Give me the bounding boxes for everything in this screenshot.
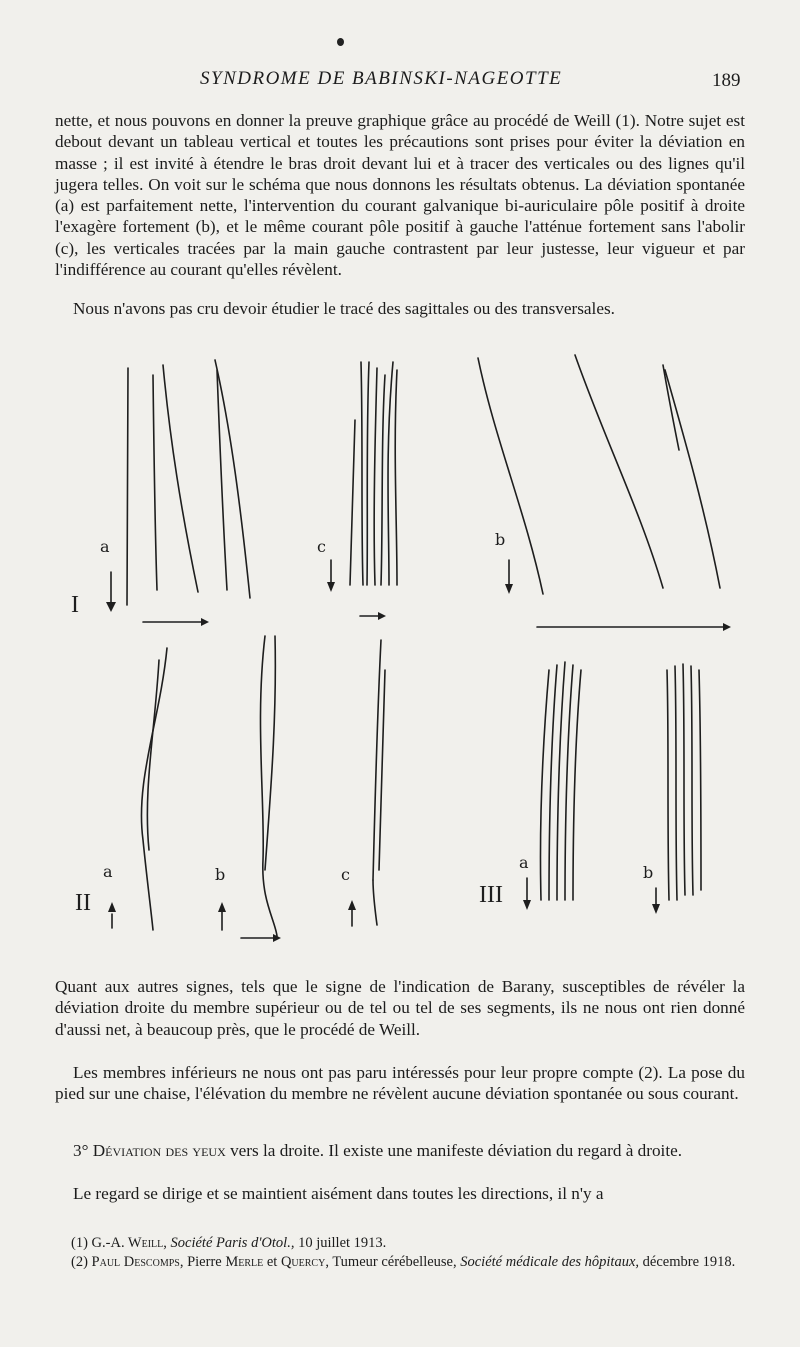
footnote-2: [55, 1253, 745, 1272]
tracing-line: [373, 880, 377, 925]
tracing-line: [217, 370, 227, 590]
tracing-line: [557, 662, 565, 900]
tracing-line: [388, 362, 393, 585]
panel-label: b: [495, 530, 506, 549]
tracing-line: [350, 420, 355, 585]
section-heading: Déviation des yeux: [92, 1141, 226, 1160]
panel-label: c: [341, 865, 350, 884]
tracing-line: [565, 665, 573, 900]
tracings-svg: [55, 340, 755, 960]
page-number: 189: [712, 70, 741, 91]
footnote-text: et: [266, 1254, 278, 1270]
footnote-author: G.-A. Weill,: [91, 1235, 167, 1251]
paragraph-sagittales: Nous n'avons pas cru devoir étudier le tracé des sagittales ou des transversales.: [73, 299, 615, 318]
paragraph-membres-inferieurs: Les membres inférieurs ne nous ont pas paru intéressés pour leur propre compte (2). La pose du pied sur une chaise, l'élévation du membre ne révèlent aucune déviation spontanée ou sous courant.: [55, 1063, 745, 1104]
tracing-line: [667, 670, 669, 900]
tracing-line: [367, 362, 369, 585]
footnote-title: Tumeur cérébelleuse,: [332, 1254, 457, 1270]
tracing-line: [153, 375, 157, 590]
tracing-line: [265, 636, 275, 870]
tracing-line: [163, 365, 198, 592]
panel-label: a: [100, 537, 110, 556]
tracing-line: [540, 670, 549, 900]
tracing-line: [675, 666, 677, 900]
footnote-number: (1): [71, 1235, 88, 1251]
tracing-line: [215, 360, 250, 598]
footnote-1: [55, 1234, 745, 1253]
paragraph-weill-procedure: nette, et nous pouvons en donner la preuve graphique grâce au procédé de Weill (1). Notre sujet est debout devant un tableau vertical et toutes les précautions sont prises pour éviter la déviation en masse ; il est invité à étendre le bras droit devant lui et à tracer des verticales ou des lignes qu'il jugera telles. On voit sur le schéma que nous donnons les résultats obtenus. La déviation spontanée (a) est parfaitement nette, l'intervention du courant galvanique bi-auriculaire pôle positif à droite l'exagère fortement (b), et le même courant pôle positif à gauche l'atténue fortement sans l'abolir (c), les verticales tracées par la main gauche contrastent par leur justesse, leur vigueur et par l'indifférence au courant qu'elles révèlent.: [55, 111, 745, 280]
panel-label: c: [317, 537, 326, 556]
row-label: II: [75, 890, 91, 916]
tracing-line: [665, 370, 720, 588]
paragraph-deviation-yeux: [55, 1140, 745, 1161]
tracing-line: [361, 362, 363, 585]
tracing-line: [127, 368, 128, 605]
footnote-author: Paul Descomps,: [91, 1254, 184, 1270]
tracing-line: [683, 664, 685, 895]
tracing-line: [549, 665, 557, 900]
figure-weill-tracings: [55, 340, 755, 960]
tracing-line: [374, 368, 377, 585]
section-text: vers la droite. Il existe une manifeste déviation du regard à droite.: [225, 1141, 683, 1160]
tracing-line: [478, 358, 543, 594]
paragraph-regard: Le regard se dirige et se maintient aisément dans toutes les directions, il n'y a: [73, 1184, 604, 1203]
row-label: III: [479, 882, 503, 908]
panel-label: a: [519, 853, 529, 872]
footnote-number: (2): [71, 1254, 88, 1270]
footnote-date: 10 juillet 1913.: [298, 1235, 387, 1251]
footnote-journal: Société médicale des hôpitaux,: [460, 1254, 640, 1270]
tracing-line: [573, 670, 581, 900]
footnote-author: Merle: [225, 1254, 264, 1270]
paragraph-barany: Quant aux autres signes, tels que le signe de l'indication de Barany, susceptibles de révéler la déviation droite du membre supérieur ou de tel ou tel de ses segments, ils ne nous ont rien donné d'aussi net, à beaucoup près, que le procédé de Weill.: [55, 977, 745, 1039]
row-label: I: [71, 592, 79, 618]
panel-label: b: [215, 865, 226, 884]
panel-label: b: [643, 863, 654, 882]
footnote-journal: Société Paris d'Otol.,: [170, 1235, 295, 1251]
running-title: SYNDROME DE BABINSKI-NAGEOTTE: [200, 68, 563, 89]
footnote-date: décembre 1918.: [642, 1254, 736, 1270]
footnote-text: Pierre: [187, 1254, 222, 1270]
tracing-line: [381, 375, 385, 585]
page-header: [0, 68, 800, 96]
footnote-author: Quercy,: [280, 1254, 329, 1270]
page-dot: [337, 38, 344, 46]
tracing-line: [575, 355, 663, 588]
tracing-line: [395, 370, 397, 585]
tracing-line: [663, 365, 679, 450]
tracing-line: [147, 660, 159, 850]
tracing-line: [379, 670, 385, 870]
tracing-line: [691, 666, 693, 895]
tracing-line: [699, 670, 701, 890]
tracing-line: [141, 648, 167, 930]
section-number: 3°: [73, 1141, 89, 1160]
panel-label: a: [103, 862, 113, 881]
